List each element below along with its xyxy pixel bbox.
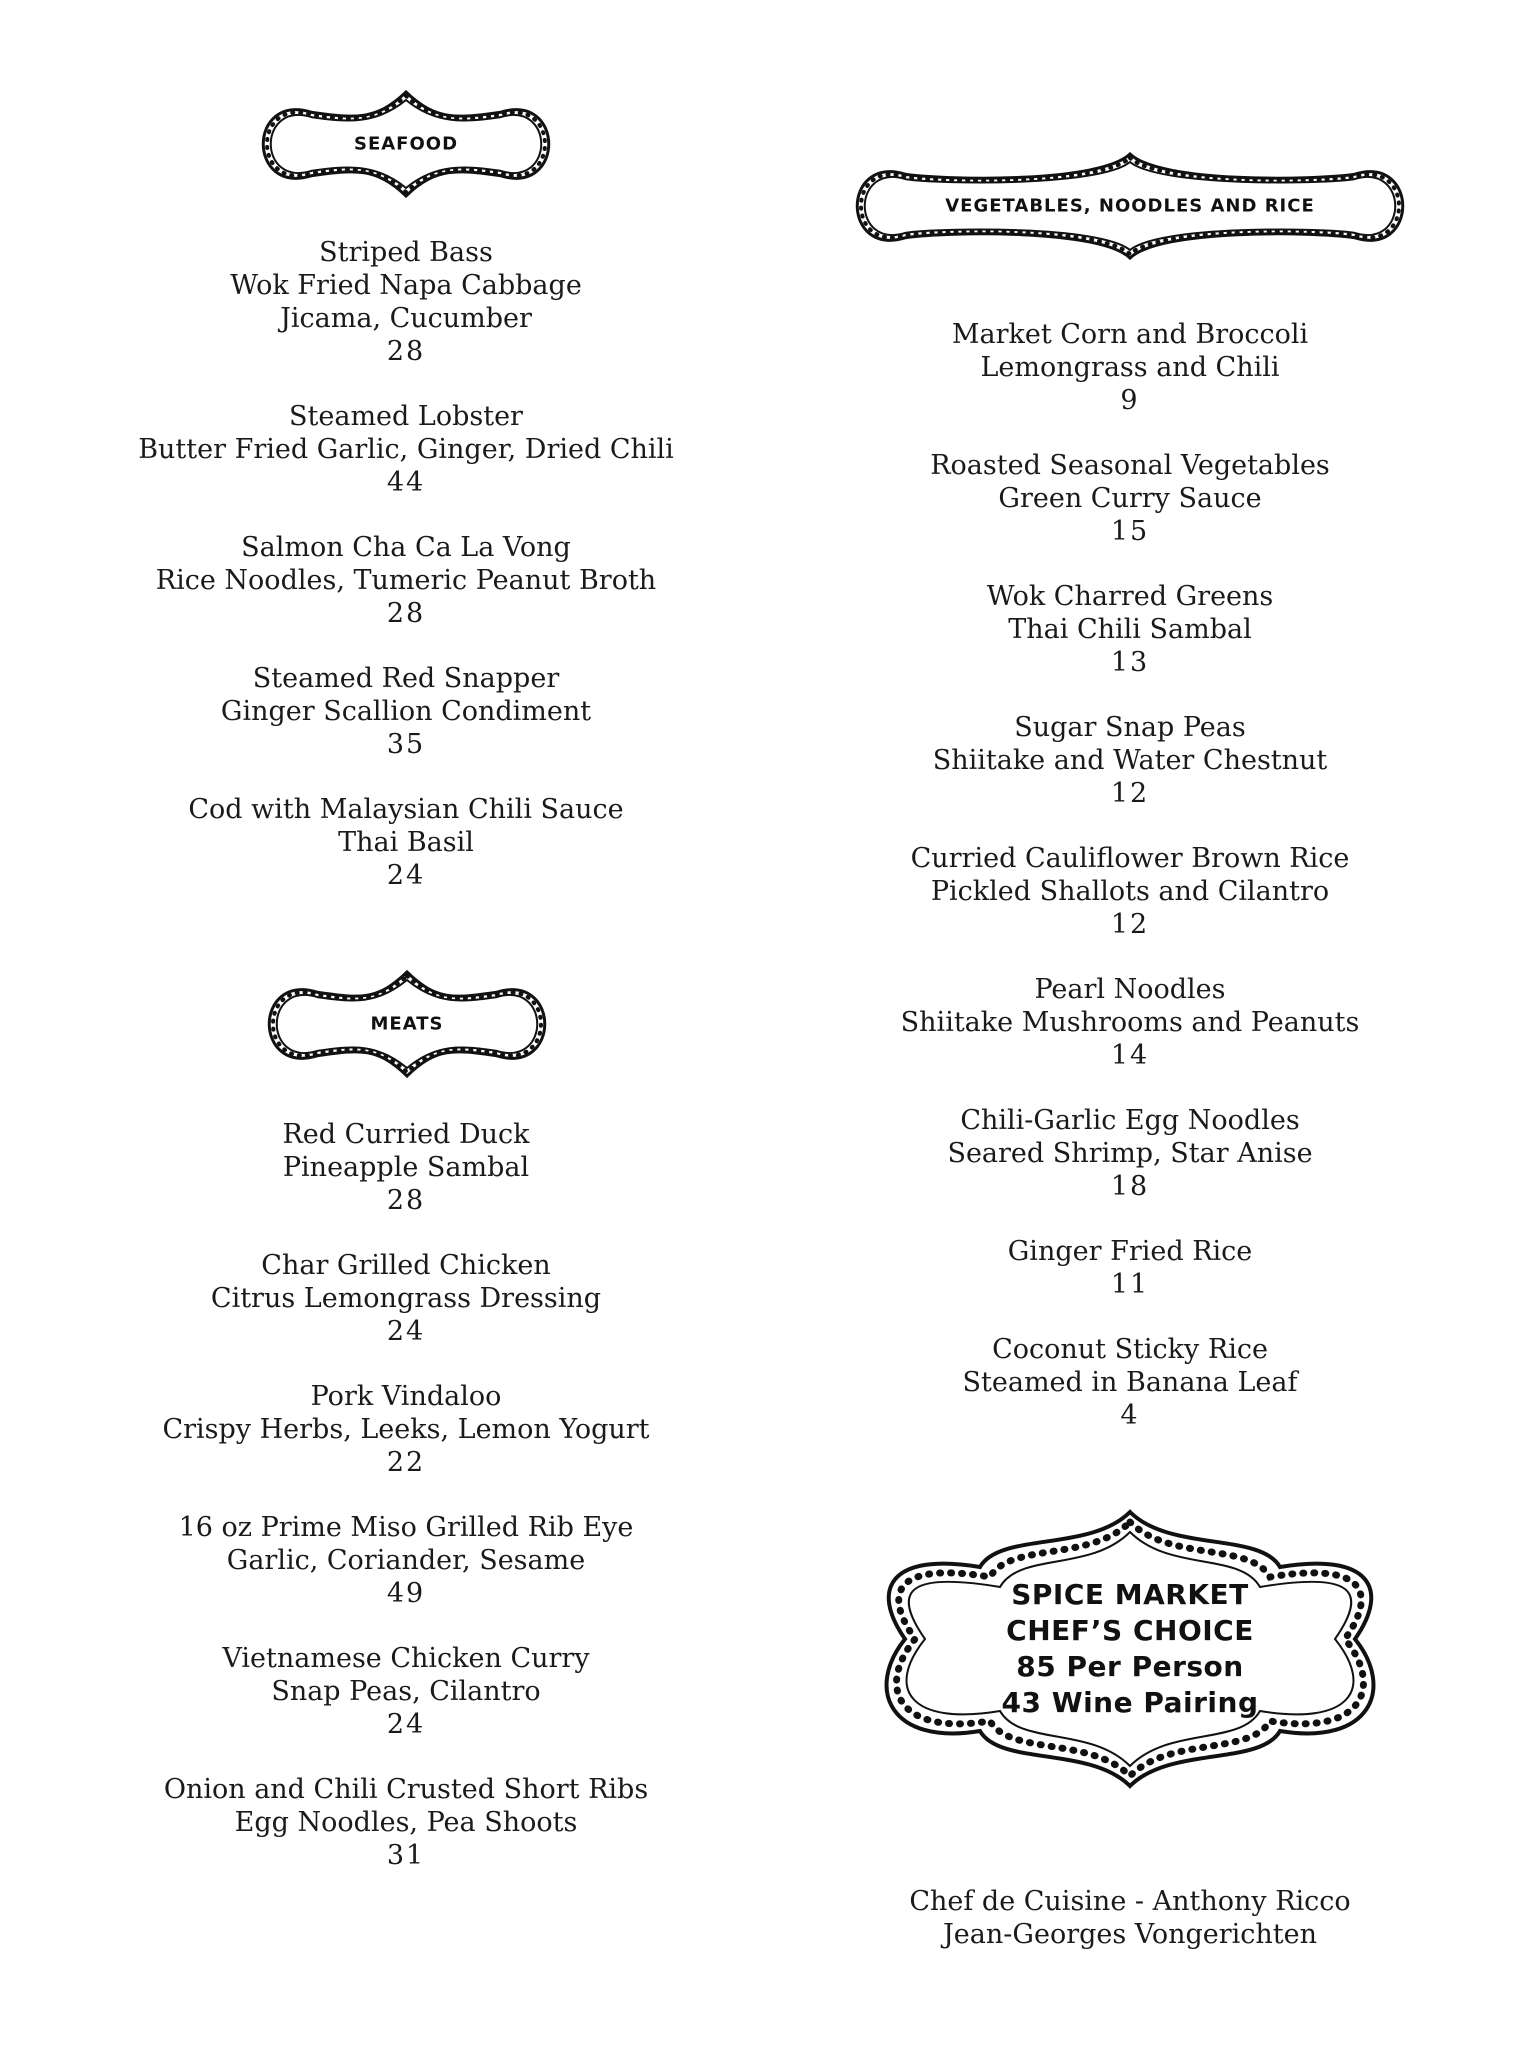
dish-description: Green Curry Sauce [998,483,1262,514]
dish-price: 12 [1110,778,1150,809]
meats-menu-item [76,1380,736,1479]
dish-description: Jicama, Cucumber [280,303,532,334]
dish-price: 24 [386,860,426,891]
meats-header-title: MEATS [370,1013,444,1035]
left-column [76,0,736,2048]
dish-price: 24 [386,1316,426,1347]
dish-description: Shiitake and Water Chestnut [932,745,1328,776]
dish-description: Thai Basil [338,827,474,858]
dish-description: Seared Shrimp, Star Anise [947,1138,1313,1169]
dish-price: 12 [1110,909,1150,940]
dish-price: 35 [386,729,426,760]
dish-price: 14 [1110,1040,1150,1071]
dish-price: 31 [386,1840,426,1871]
dish-description: Shiitake Mushrooms and Peanuts [900,1007,1360,1038]
dish-name: 16 oz Prime Miso Grilled Rib Eye [178,1512,634,1543]
dish-description: Garlic, Coriander, Sesame [226,1545,586,1576]
dish-price: 49 [386,1578,426,1609]
chefs-choice-price: 85 Per Person [1016,1650,1244,1683]
dish-name: Market Corn and Broccoli [951,319,1309,350]
dish-description: Crispy Herbs, Leeks, Lemon Yogurt [162,1414,650,1445]
dish-name: Ginger Fried Rice [1007,1236,1253,1267]
seafood-menu-item [76,400,736,499]
meats-menu-item [76,1249,736,1348]
meats-menu-item [76,1511,736,1610]
dish-name: Cod with Malaysian Chili Sauce [188,794,624,825]
dish-description: Thai Chili Sambal [1008,614,1252,645]
dish-price: 44 [386,467,426,498]
dish-description: Snap Peas, Cilantro [271,1676,541,1707]
chef-de-cuisine-line: Chef de Cuisine - Anthony Ricco [909,1886,1351,1917]
meats-header-badge [262,968,552,1080]
vegetables-header-badge [850,150,1410,262]
right-column [800,0,1460,2048]
dish-price: 18 [1110,1171,1150,1202]
seafood-menu-item [76,236,736,368]
dish-name: Roasted Seasonal Vegetables [930,450,1330,481]
vegetables-menu-item [800,711,1460,810]
vegetables-menu-item [800,973,1460,1072]
chef-owner-line: Jean-Georges Vongerichten [942,1919,1318,1950]
seafood-menu-item [76,662,736,761]
chefs-choice-title: SPICE MARKET [1011,1578,1249,1611]
chefs-choice-badge [866,1508,1394,1790]
chefs-choice-subtitle: CHEF’S CHOICE [1006,1614,1254,1647]
dish-name: Char Grilled Chicken [261,1250,551,1281]
dish-name: Red Curried Duck [282,1119,530,1150]
vegetables-header-title: VEGETABLES, NOODLES AND RICE [945,195,1315,217]
dish-description: Ginger Scallion Condiment [220,696,592,727]
dish-name: Sugar Snap Peas [1014,712,1246,743]
chef-credits [800,1885,1460,1951]
seafood-header-badge [256,88,556,200]
dish-price: 15 [1110,516,1150,547]
dish-name: Salmon Cha Ca La Vong [241,532,571,563]
dish-description: Pineapple Sambal [282,1152,530,1183]
dish-name: Coconut Sticky Rice [992,1334,1268,1365]
dish-name: Curried Cauliflower Brown Rice [910,843,1350,874]
dish-description: Rice Noodles, Tumeric Peanut Broth [155,565,657,596]
vegetables-menu-item [800,449,1460,548]
dish-description: Citrus Lemongrass Dressing [210,1283,602,1314]
dish-name: Pork Vindaloo [310,1381,502,1412]
seafood-menu-item [76,531,736,630]
dish-name: Steamed Red Snapper [252,663,560,694]
vegetables-menu-item [800,580,1460,679]
dish-price: 13 [1110,647,1150,678]
dish-name: Vietnamese Chicken Curry [222,1643,590,1674]
vegetables-menu-item [800,1235,1460,1301]
dish-description: Pickled Shallots and Cilantro [930,876,1330,907]
meats-menu-item [76,1773,736,1872]
seafood-menu-item [76,793,736,892]
chefs-choice-wine-pairing: 43 Wine Pairing [1001,1686,1259,1719]
dish-name: Striped Bass [319,237,493,268]
dish-price: 28 [386,598,426,629]
dish-name: Chili-Garlic Egg Noodles [960,1105,1300,1136]
meats-menu-item [76,1642,736,1741]
chefs-choice-text [866,1577,1394,1721]
dish-name: Steamed Lobster [289,401,523,432]
vegetables-menu-item [800,1104,1460,1203]
dish-description: Wok Fried Napa Cabbage [230,270,582,301]
dish-price: 11 [1110,1269,1150,1300]
vegetables-menu-item [800,842,1460,941]
dish-price: 22 [386,1447,426,1478]
dish-description: Egg Noodles, Pea Shoots [234,1807,578,1838]
dish-price: 28 [386,1185,426,1216]
dish-name: Wok Charred Greens [986,581,1274,612]
dish-price: 24 [386,1709,426,1740]
dish-price: 9 [1120,385,1140,416]
seafood-header-title: SEAFOOD [353,133,459,155]
dish-name: Pearl Noodles [1034,974,1226,1005]
dish-description: Butter Fried Garlic, Ginger, Dried Chili [138,434,674,465]
dish-description: Steamed in Banana Leaf [962,1367,1298,1398]
dish-price: 4 [1120,1400,1140,1431]
dish-price: 28 [386,336,426,367]
vegetables-menu-item [800,1333,1460,1432]
vegetables-menu-item [800,318,1460,417]
dish-description: Lemongrass and Chili [980,352,1280,383]
meats-menu-item [76,1118,736,1217]
dish-name: Onion and Chili Crusted Short Ribs [163,1774,649,1805]
